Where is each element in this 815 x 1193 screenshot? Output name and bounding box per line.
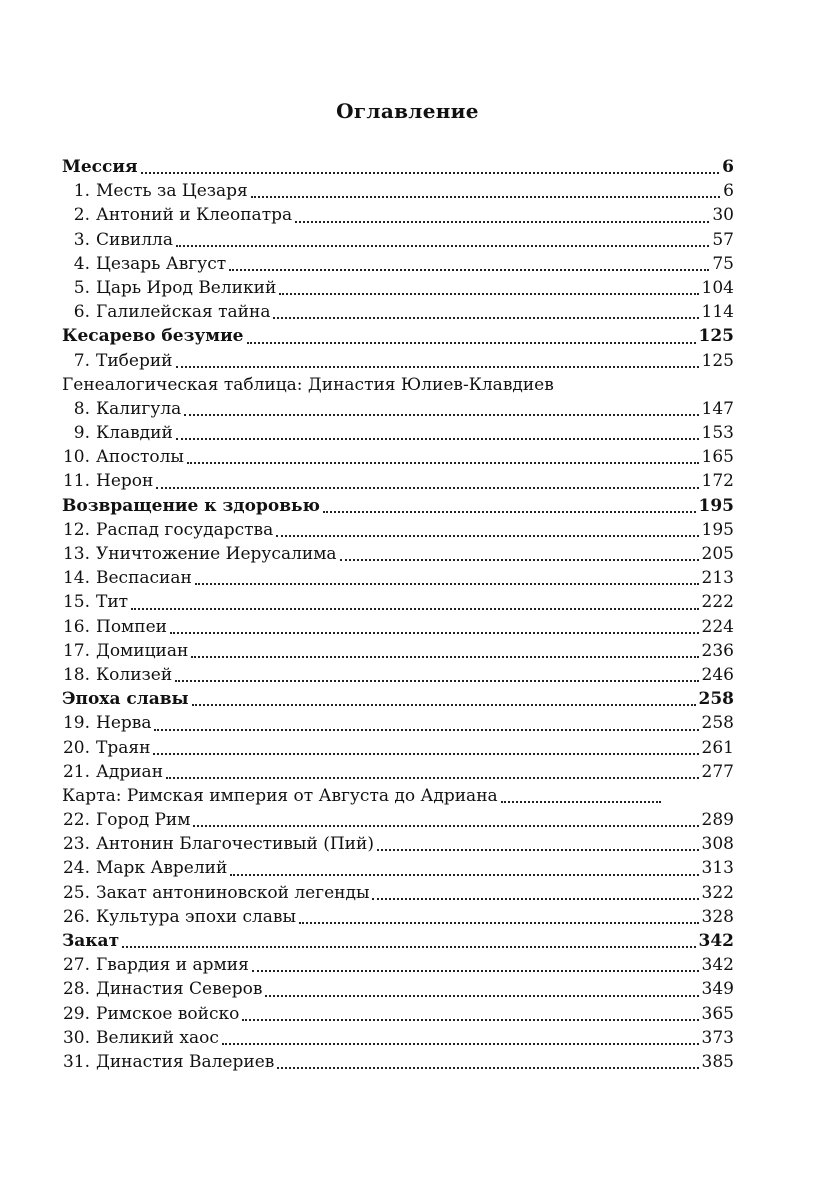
toc-entry-label [62,711,154,735]
toc-entry-title: Марк Аврелий [96,858,228,879]
toc-entry-title: Генеалогическая таблица: Династия Юлиев-Клавдиев [62,374,554,395]
toc-entry-label [62,832,377,856]
page-number: 6 [722,157,734,177]
dot-leader [299,921,699,924]
toc-entry-label [62,590,131,614]
chapter-number: 24. [62,858,90,879]
toc-entry [62,469,734,493]
toc-entry-label [62,566,195,590]
dot-leader [276,534,698,537]
toc-entry-title: Месть за Цезаря [96,181,248,202]
page-number: 258 [698,689,734,710]
toc-entry-title: Адриан [96,761,164,782]
toc-entry-title: Династия Северов [96,979,263,1000]
toc-entry [62,615,734,639]
toc-entry-label [62,542,340,566]
toc-entry-title: Уничтожение Иерусалима [96,544,337,564]
toc-part-entry [62,155,734,179]
toc-entry-label [62,663,175,687]
page-number: 57 [712,229,734,250]
toc-entry-title: Закат [62,931,120,951]
chapter-number: 1. [73,181,90,202]
dot-leader [131,607,698,610]
toc-entry-title: Культура эпохи славы [96,906,297,927]
toc-entry-title: Гвардия и армия [96,955,249,976]
dot-leader [277,1066,698,1069]
toc-entry [62,905,734,929]
chapter-number: 13. [62,544,90,564]
toc-entry [62,373,734,397]
toc-entry [62,711,734,735]
chapter-number: 7. [73,350,90,371]
toc-entry-label [62,977,265,1001]
toc-entry [62,179,734,203]
toc-entry-title: Калигула [96,398,182,419]
page-number: 30 [712,205,734,226]
toc-entry [62,760,734,784]
toc-entry-label [62,639,191,663]
toc-entry [62,832,734,856]
toc-entry-label [62,905,299,929]
page-number: 75 [712,253,734,274]
toc-entry-title: Тиберий [96,350,173,371]
chapter-number: 19. [62,713,90,734]
dot-leader [295,220,709,223]
page-number: 224 [701,616,734,637]
toc-entry-label [62,615,170,639]
dot-leader [153,752,698,755]
toc-entry [62,566,734,590]
dot-leader [192,703,696,706]
toc-entry [62,228,734,252]
page-number: 261 [701,737,734,758]
dot-leader [372,897,698,900]
dot-leader [187,461,699,464]
dot-leader [176,244,709,247]
toc-entry-label [62,179,251,203]
toc-entry [62,784,734,808]
dot-leader [242,1018,698,1021]
toc-entry-title: Римское войско [96,1003,240,1024]
toc-entry [62,977,734,1001]
toc-entry-title: Колизей [96,664,173,685]
toc-entry [62,590,734,614]
dot-leader [122,945,695,948]
dot-leader [154,728,698,731]
toc-entry-title: Апостолы [96,447,184,468]
toc-entry-label [62,881,372,905]
chapter-number: 10. [62,447,90,468]
page-number: 313 [701,858,734,879]
dot-leader [230,873,698,876]
dot-leader [156,486,698,489]
toc-entry [62,276,734,300]
dot-leader [193,824,698,827]
toc-entry-title: Нерон [96,471,154,492]
toc-entry-title: Карта: Римская империя от Августа до Адриана [62,785,498,806]
toc-entry-title: Династия Валериев [96,1051,275,1072]
dot-leader [340,558,699,561]
dot-leader [222,1042,699,1045]
page-number: 205 [701,544,734,564]
chapter-number: 5. [73,277,90,298]
toc-entry-title: Антонин Благочестивый (Пий) [96,834,374,855]
chapter-number: 28. [62,979,90,1000]
page-number: 104 [701,277,734,298]
page-number: 349 [701,979,734,1000]
toc-entry [62,639,734,663]
toc-entry [62,203,734,227]
toc-part-entry [62,687,734,711]
chapter-number: 30. [62,1027,90,1048]
toc-entry-label [62,1026,222,1050]
toc-entry-title: Распад государства [96,519,274,540]
toc-entry-label [62,929,122,953]
toc-entry-title: Возвращение к здоровью [62,495,320,516]
toc-entry [62,1002,734,1026]
chapter-number: 27. [62,955,90,976]
toc-entry-label [62,203,295,227]
chapter-number: 12. [62,519,90,540]
toc-entry-title: Траян [96,737,151,758]
toc-entry [62,1050,734,1074]
toc-entry [62,445,734,469]
toc-entry-title: Город Рим [96,810,191,831]
chapter-number: 16. [62,616,90,637]
page-number: 195 [701,519,734,540]
dot-leader [176,365,699,368]
toc-entry-title: Галилейская тайна [96,302,271,323]
page-number: 277 [701,761,734,782]
toc-entry-title: Тит [96,592,129,613]
page-number: 365 [701,1003,734,1024]
toc-entry-title: Нерва [96,713,152,734]
dot-leader [252,969,699,972]
toc-entry-label [62,252,229,276]
page-number: 172 [701,471,734,492]
page-number: 328 [701,906,734,927]
dot-leader [170,631,699,634]
toc-entry [62,808,734,832]
page-number: 6 [723,181,734,202]
page-number: 258 [701,713,734,734]
table-of-contents [62,155,734,1074]
toc-entry-label [62,228,176,252]
toc-entry-label [62,494,323,518]
dot-leader [184,413,698,416]
toc-entry [62,856,734,880]
toc-entry [62,349,734,373]
page-number: 373 [701,1027,734,1048]
toc-entry-label [62,397,184,421]
page-number: 114 [701,302,734,323]
toc-part-entry [62,929,734,953]
page-title: Оглавление [336,99,479,123]
chapter-number: 26. [62,906,90,927]
page-number: 153 [701,423,734,444]
toc-entry [62,663,734,687]
toc-entry-label [62,300,273,324]
toc-part-entry [62,324,734,348]
toc-entry [62,881,734,905]
dot-leader [175,679,698,682]
page-number: 222 [701,592,734,613]
chapter-number: 29. [62,1003,90,1024]
dot-leader [176,437,699,440]
toc-entry-title: Веспасиан [96,568,192,589]
page-number: 246 [701,664,734,685]
page-number: 195 [698,495,734,516]
toc-entry-label [62,518,276,542]
dot-leader [247,341,696,344]
toc-part-entry [62,494,734,518]
toc-entry-title: Домициан [96,640,189,661]
toc-entry-title: Царь Ирод Великий [96,277,277,298]
dot-leader [377,848,699,851]
chapter-number: 15. [62,592,90,613]
dot-leader [273,316,698,319]
dot-leader [279,292,698,295]
page-number: 385 [701,1051,734,1072]
toc-entry-title: Антоний и Клеопатра [96,205,293,226]
toc-entry-title: Мессия [62,157,138,177]
toc-entry-title: Цезарь Август [96,253,227,274]
toc-entry-title: Сивилла [96,229,173,250]
page-number: 342 [698,931,734,951]
toc-entry [62,542,734,566]
toc-entry-label [62,324,247,348]
chapter-number: 21. [62,761,90,782]
page-number: 236 [701,640,734,661]
page-number: 125 [698,326,734,347]
page-number: 165 [701,447,734,468]
dot-leader [166,776,699,779]
toc-entry-title: Кесарево безумие [62,326,244,347]
toc-entry [62,518,734,542]
dot-leader [251,195,720,198]
toc-entry [62,421,734,445]
toc-entry [62,397,734,421]
dot-leader [229,268,709,271]
chapter-number: 2. [73,205,90,226]
toc-entry-label [62,784,501,808]
toc-entry [62,252,734,276]
toc-entry [62,736,734,760]
toc-entry-label [62,856,230,880]
toc-entry-label [62,155,141,179]
dot-leader [501,800,661,803]
page-number: 147 [701,398,734,419]
dot-leader [323,510,696,513]
chapter-number: 11. [62,471,90,492]
dot-leader [265,994,698,997]
page-number: 289 [701,810,734,831]
chapter-number: 20. [62,737,90,758]
toc-entry-label [62,1050,277,1074]
toc-entry-label [62,445,187,469]
toc-entry-label [62,808,193,832]
toc-entry-title: Великий хаос [96,1027,219,1048]
toc-entry-label [62,953,252,977]
toc-entry-title: Помпеи [96,616,168,637]
page-number: 125 [701,350,734,371]
chapter-number: 31. [62,1051,90,1072]
toc-entry-label [62,1002,242,1026]
chapter-number: 22. [62,810,90,831]
toc-entry-label [62,349,176,373]
toc-entry-label [62,421,176,445]
chapter-number: 4. [73,253,90,274]
toc-entry [62,300,734,324]
toc-entry-label [62,736,153,760]
toc-entry-title: Эпоха славы [62,689,189,710]
toc-entry-title: Клавдий [96,423,173,444]
chapter-number: 14. [62,568,90,589]
dot-leader [141,171,720,174]
chapter-number: 8. [73,398,90,419]
chapter-number: 25. [62,882,90,903]
dot-leader [195,582,699,585]
toc-entry-label [62,276,279,300]
chapter-number: 3. [73,229,90,250]
page-number: 213 [701,568,734,589]
toc-entry-label [62,373,557,397]
toc-entry-label [62,760,166,784]
toc-entry [62,953,734,977]
chapter-number: 17. [62,640,90,661]
toc-entry-label [62,469,156,493]
chapter-number: 23. [62,834,90,855]
chapter-number: 6. [73,302,90,323]
page-number: 342 [701,955,734,976]
page-number: 322 [701,882,734,903]
toc-entry [62,1026,734,1050]
chapter-number: 9. [73,423,90,444]
toc-entry-label [62,687,192,711]
page-number: 308 [701,834,734,855]
dot-leader [191,655,698,658]
chapter-number: 18. [62,664,90,685]
toc-entry-title: Закат антониновской легенды [96,882,370,903]
